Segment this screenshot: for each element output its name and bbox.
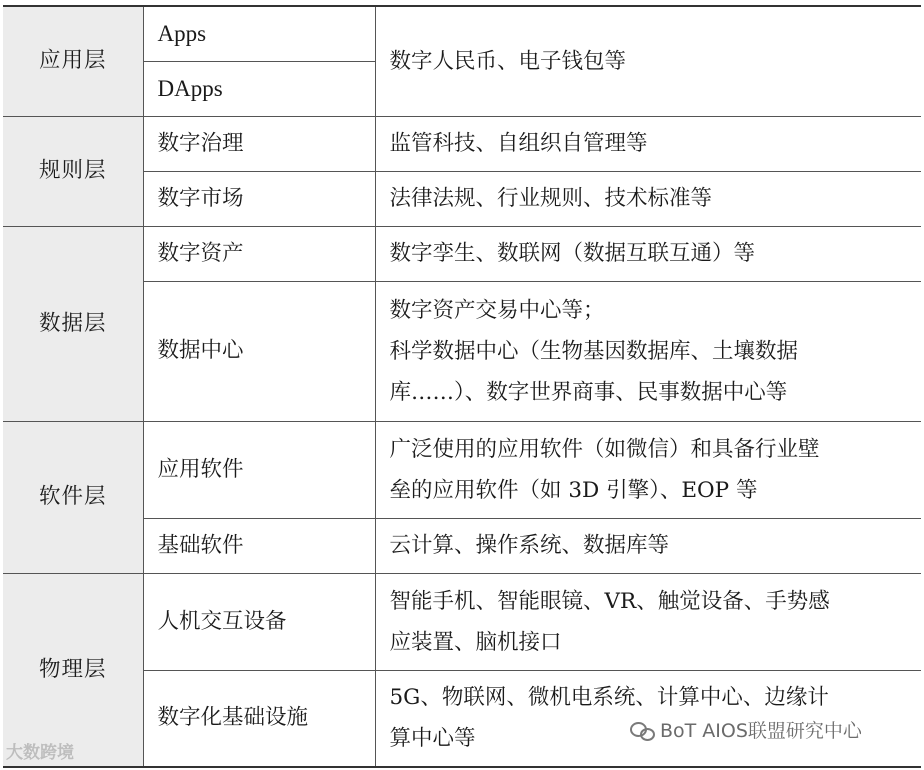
desc-cell bbox=[375, 518, 921, 573]
table-row bbox=[3, 573, 921, 670]
watermark-right bbox=[630, 716, 862, 743]
item-cell: 数字市场 bbox=[143, 171, 375, 226]
desc-cell bbox=[375, 171, 921, 226]
item-cell: 数字化基础设施 bbox=[143, 670, 375, 767]
wechat-icon bbox=[630, 720, 654, 740]
desc-cell bbox=[375, 573, 921, 670]
layer-cell: 软件层 bbox=[3, 421, 143, 573]
desc-cell bbox=[375, 6, 921, 116]
desc-line: 5G、物联网、微机电系统、计算中心、边缘计 bbox=[389, 685, 829, 711]
layer-cell: 数据层 bbox=[3, 226, 143, 421]
desc-cell bbox=[375, 281, 921, 421]
layer-table bbox=[3, 5, 921, 768]
desc-line: 广泛使用的应用软件（如微信）和具备行业壁 bbox=[389, 436, 820, 462]
desc-line: 库……）、数字世界商事、民事数据中心等 bbox=[389, 379, 788, 405]
layer-cell: 应用层 bbox=[3, 6, 143, 116]
item-cell: 应用软件 bbox=[143, 421, 375, 518]
desc-line: 数字人民币、电子钱包等 bbox=[389, 48, 627, 74]
table-row bbox=[3, 116, 921, 171]
item-cell: 数据中心 bbox=[143, 281, 375, 421]
item-cell: 数字资产 bbox=[143, 226, 375, 281]
desc-line: 监管科技、自组织自管理等 bbox=[389, 131, 648, 156]
desc-line: 智能手机、智能眼镜、VR、触觉设备、手势感 bbox=[389, 588, 830, 614]
desc-line: 应装置、脑机接口 bbox=[389, 629, 562, 655]
desc-line: 算中心等 bbox=[389, 726, 476, 752]
table-row bbox=[3, 421, 921, 518]
desc-line: 云计算、操作系统、数据库等 bbox=[389, 533, 670, 558]
item-cell: Apps bbox=[143, 6, 375, 61]
desc-line: 数字孪生、数联网（数据互联互通）等 bbox=[389, 241, 756, 266]
desc-line: 数字资产交易中心等； bbox=[389, 297, 605, 323]
desc-cell bbox=[375, 116, 921, 171]
table-row bbox=[3, 226, 921, 281]
item-cell: 基础软件 bbox=[143, 518, 375, 573]
layer-cell: 规则层 bbox=[3, 116, 143, 226]
table-row bbox=[3, 6, 921, 61]
desc-line: 科学数据中心（生物基因数据库、土壤数据 bbox=[389, 338, 799, 364]
desc-line: 垒的应用软件（如 3D 引擎）、EOP 等 bbox=[389, 477, 758, 503]
item-cell: 数字治理 bbox=[143, 116, 375, 171]
watermark-left: 大数跨境 bbox=[6, 743, 74, 763]
item-cell: 人机交互设备 bbox=[143, 573, 375, 670]
desc-line: 法律法规、行业规则、技术标准等 bbox=[389, 186, 713, 211]
desc-cell bbox=[375, 226, 921, 281]
layer-cell: 物理层 bbox=[3, 573, 143, 767]
desc-cell bbox=[375, 421, 921, 518]
watermark-right-text: BoT AIOS联盟研究中心 bbox=[660, 720, 862, 742]
item-cell: DApps bbox=[143, 61, 375, 116]
